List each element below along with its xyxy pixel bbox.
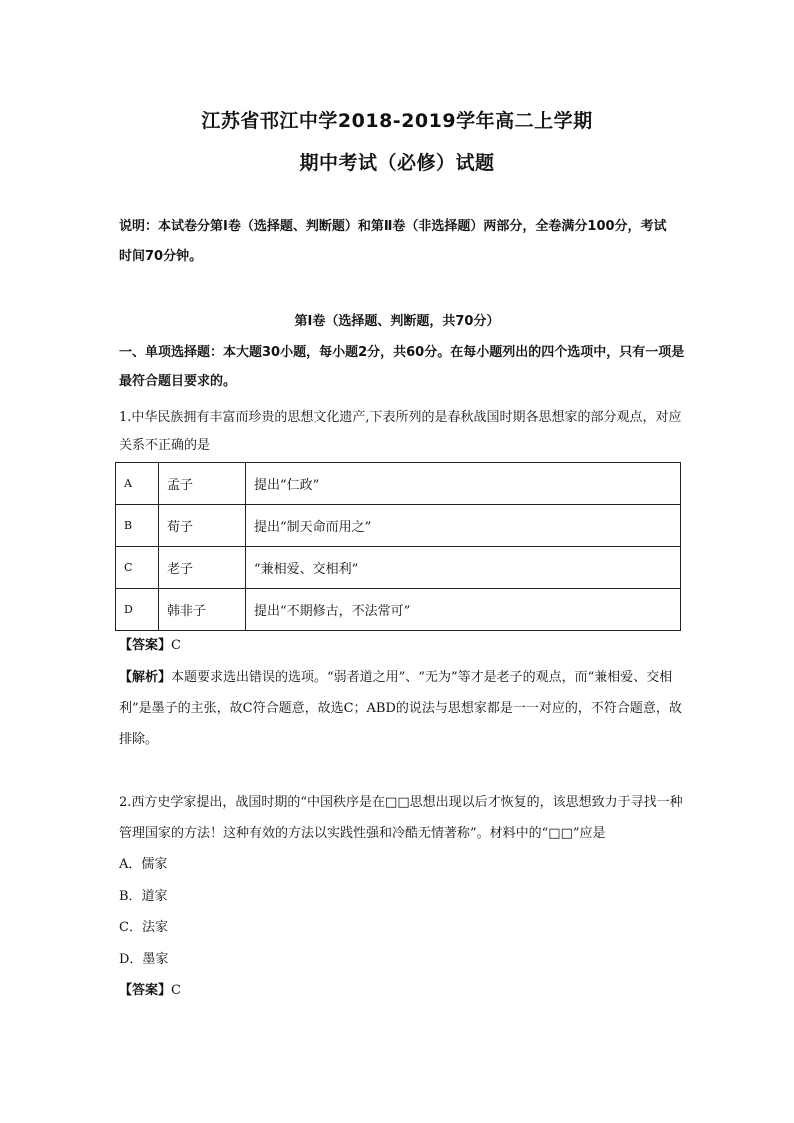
section-heading: 第Ⅰ卷（选择题、判断题，共70分） <box>294 314 500 329</box>
question-1-table <box>115 462 681 631</box>
explanation-label: 【解析】 <box>119 670 172 685</box>
thinker-name: 孟子 <box>159 463 246 505</box>
option-letter: C <box>116 547 159 589</box>
thinker-view: 提出“制天命而用之” <box>246 505 681 547</box>
option-letter: D <box>116 589 159 631</box>
option-letter: A <box>116 463 159 505</box>
thinker-view: 提出“仁政” <box>246 463 681 505</box>
thinker-view: “兼相爱、交相利” <box>246 547 681 589</box>
answer-value: C <box>171 983 181 998</box>
question-2-option-b: B．道家 <box>119 889 168 904</box>
table-row <box>116 463 681 505</box>
question-1-answer <box>119 630 685 661</box>
thinker-view: 提出“不期修古，不法常可” <box>246 589 681 631</box>
question-1-explanation <box>119 662 685 755</box>
question-2-stem: 2.西方史学家提出，战国时期的“中国秩序是在□□思想出现以后才恢复的，该思想致力于寻找一种管理国家的方法！这种有效的方法以实践性强和冷酷无情著称”。材料中的“□□”应是 <box>119 795 683 841</box>
question-2-option-c: C．法家 <box>119 920 168 935</box>
question-2-option-d: D．墨家 <box>119 952 169 967</box>
doc-title-line2: 期中考试（必修）试题 <box>299 152 495 174</box>
exam-instructions: 说明：本试卷分第Ⅰ卷（选择题、判断题）和第Ⅱ卷（非选择题）两部分，全卷满分100分，考试时间70分钟。 <box>119 219 667 264</box>
table-row <box>116 589 681 631</box>
table-row <box>116 547 681 589</box>
question-1-stem: 1.中华民族拥有丰富而珍贵的思想文化遗产,下表所列的是春秋战国时期各思想家的部分观点，对应关系不正确的是 <box>119 410 682 453</box>
answer-value: C <box>171 638 181 653</box>
answer-label: 【答案】 <box>119 983 172 998</box>
option-letter: B <box>116 505 159 547</box>
thinker-name: 荀子 <box>159 505 246 547</box>
part-heading: 一、单项选择题：本大题30小题，每小题2分，共60分。在每小题列出的四个选项中，只有一项是最符合题目要求的。 <box>119 345 685 389</box>
thinker-name: 老子 <box>159 547 246 589</box>
question-2-answer <box>119 975 685 1006</box>
answer-label: 【答案】 <box>119 638 172 653</box>
question-2-option-a: A．儒家 <box>119 857 168 872</box>
table-row <box>116 505 681 547</box>
thinker-name: 韩非子 <box>159 589 246 631</box>
doc-title-line1: 江苏省邗江中学2018-2019学年高二上学期 <box>201 110 593 132</box>
explanation-text: 本题要求选出错误的选项。“弱者道之用”、“无为”等才是老子的观点，而“兼相爱、交相利”是墨子的主张，故C符合题意，故选C；ABD的说法与思想家都是一一对应的，不符合题意，故排除。 <box>119 670 682 747</box>
